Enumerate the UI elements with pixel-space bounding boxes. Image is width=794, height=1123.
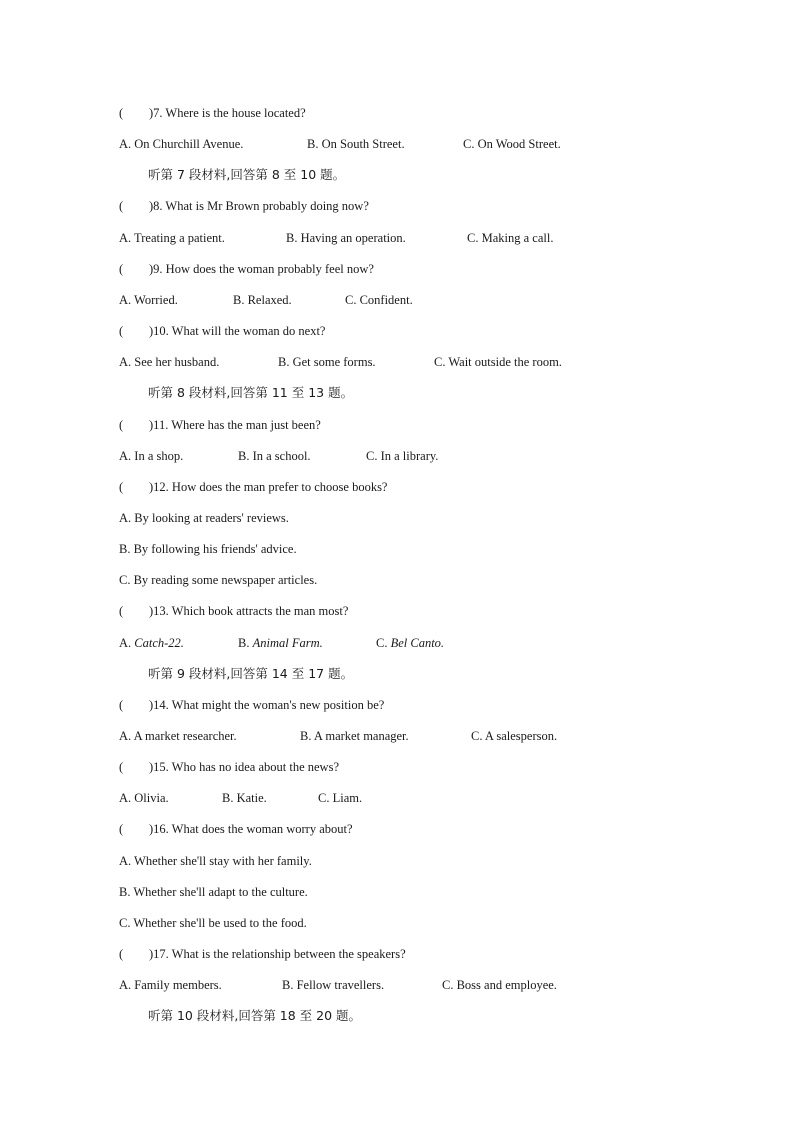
question-text: )14. What might the woman's new position be? [149, 698, 385, 712]
answer-blank: ( [119, 199, 124, 213]
question [119, 198, 369, 214]
option: B. Whether she'll adapt to the culture. [119, 885, 308, 899]
option: A. By looking at readers' reviews. [119, 511, 289, 525]
answer-blank: ( [119, 698, 124, 712]
answer-blank: ( [119, 324, 124, 338]
option: B. Fellow travellers. [282, 978, 385, 992]
question [119, 697, 384, 713]
answer-blank: ( [119, 262, 124, 276]
question [119, 759, 339, 775]
option: A. In a shop. [119, 449, 184, 463]
section-instruction: 听第 7 段材料,回答第 8 至 10 题。 [148, 167, 346, 182]
answer-blank: ( [119, 822, 124, 836]
option: B. Having an operation. [286, 231, 406, 245]
book-title: Catch-22. [134, 636, 184, 650]
question [119, 603, 348, 619]
answer-blank: ( [119, 418, 124, 432]
option: B. Katie. [222, 791, 267, 805]
book-title: Animal Farm. [252, 636, 323, 650]
option: A. Worried. [119, 293, 178, 307]
question [119, 105, 306, 121]
question-text: )7. Where is the house located? [149, 106, 306, 120]
option: A. Family members. [119, 978, 222, 992]
option: A. A market researcher. [119, 729, 237, 743]
answer-blank: ( [119, 947, 124, 961]
option: C. Wait outside the room. [434, 355, 562, 369]
option: A. Whether she'll stay with her family. [119, 854, 312, 868]
book-title: Bel Canto. [390, 636, 445, 650]
option: C. On Wood Street. [463, 137, 561, 151]
option: B. Animal Farm. [238, 636, 323, 650]
option: B. By following his friends' advice. [119, 542, 297, 556]
option: B. On South Street. [307, 137, 405, 151]
question-text: )9. How does the woman probably feel now? [149, 262, 374, 276]
question-text: )11. Where has the man just been? [149, 418, 321, 432]
question-text: )12. How does the man prefer to choose books? [149, 480, 388, 494]
option: C. By reading some newspaper articles. [119, 573, 318, 587]
question-text: )17. What is the relationship between the speakers? [149, 947, 406, 961]
option: C. Whether she'll be used to the food. [119, 916, 307, 930]
answer-blank: ( [119, 760, 124, 774]
question-text: )10. What will the woman do next? [149, 324, 326, 338]
option: C. Making a call. [467, 231, 554, 245]
question [119, 323, 325, 339]
question [119, 261, 374, 277]
option: B. A market manager. [300, 729, 409, 743]
option: C. A salesperson. [471, 729, 558, 743]
section-instruction: 听第 8 段材料,回答第 11 至 13 题。 [148, 385, 354, 400]
option: C. Boss and employee. [442, 978, 557, 992]
option: A. On Churchill Avenue. [119, 137, 244, 151]
option: A. See her husband. [119, 355, 220, 369]
option: A. Olivia. [119, 791, 169, 805]
question-text: )13. Which book attracts the man most? [149, 604, 349, 618]
answer-blank: ( [119, 604, 124, 618]
section-instruction: 听第 9 段材料,回答第 14 至 17 题。 [148, 666, 354, 681]
option: C. Liam. [318, 791, 363, 805]
option: B. Get some forms. [278, 355, 376, 369]
option: A. Catch-22. [119, 636, 184, 650]
option: B. In a school. [238, 449, 311, 463]
answer-blank: ( [119, 480, 124, 494]
option: B. Relaxed. [233, 293, 292, 307]
option: C. Confident. [345, 293, 413, 307]
question [119, 479, 387, 495]
option: C. In a library. [366, 449, 439, 463]
question-text: )16. What does the woman worry about? [149, 822, 353, 836]
question [119, 946, 406, 962]
option: A. Treating a patient. [119, 231, 225, 245]
option: C. Bel Canto. [376, 636, 445, 650]
answer-blank: ( [119, 106, 124, 120]
question [119, 821, 353, 837]
question-text: )15. Who has no idea about the news? [149, 760, 339, 774]
question [119, 417, 321, 433]
section-instruction: 听第 10 段材料,回答第 18 至 20 题。 [148, 1008, 362, 1023]
question-text: )8. What is Mr Brown probably doing now? [149, 199, 369, 213]
